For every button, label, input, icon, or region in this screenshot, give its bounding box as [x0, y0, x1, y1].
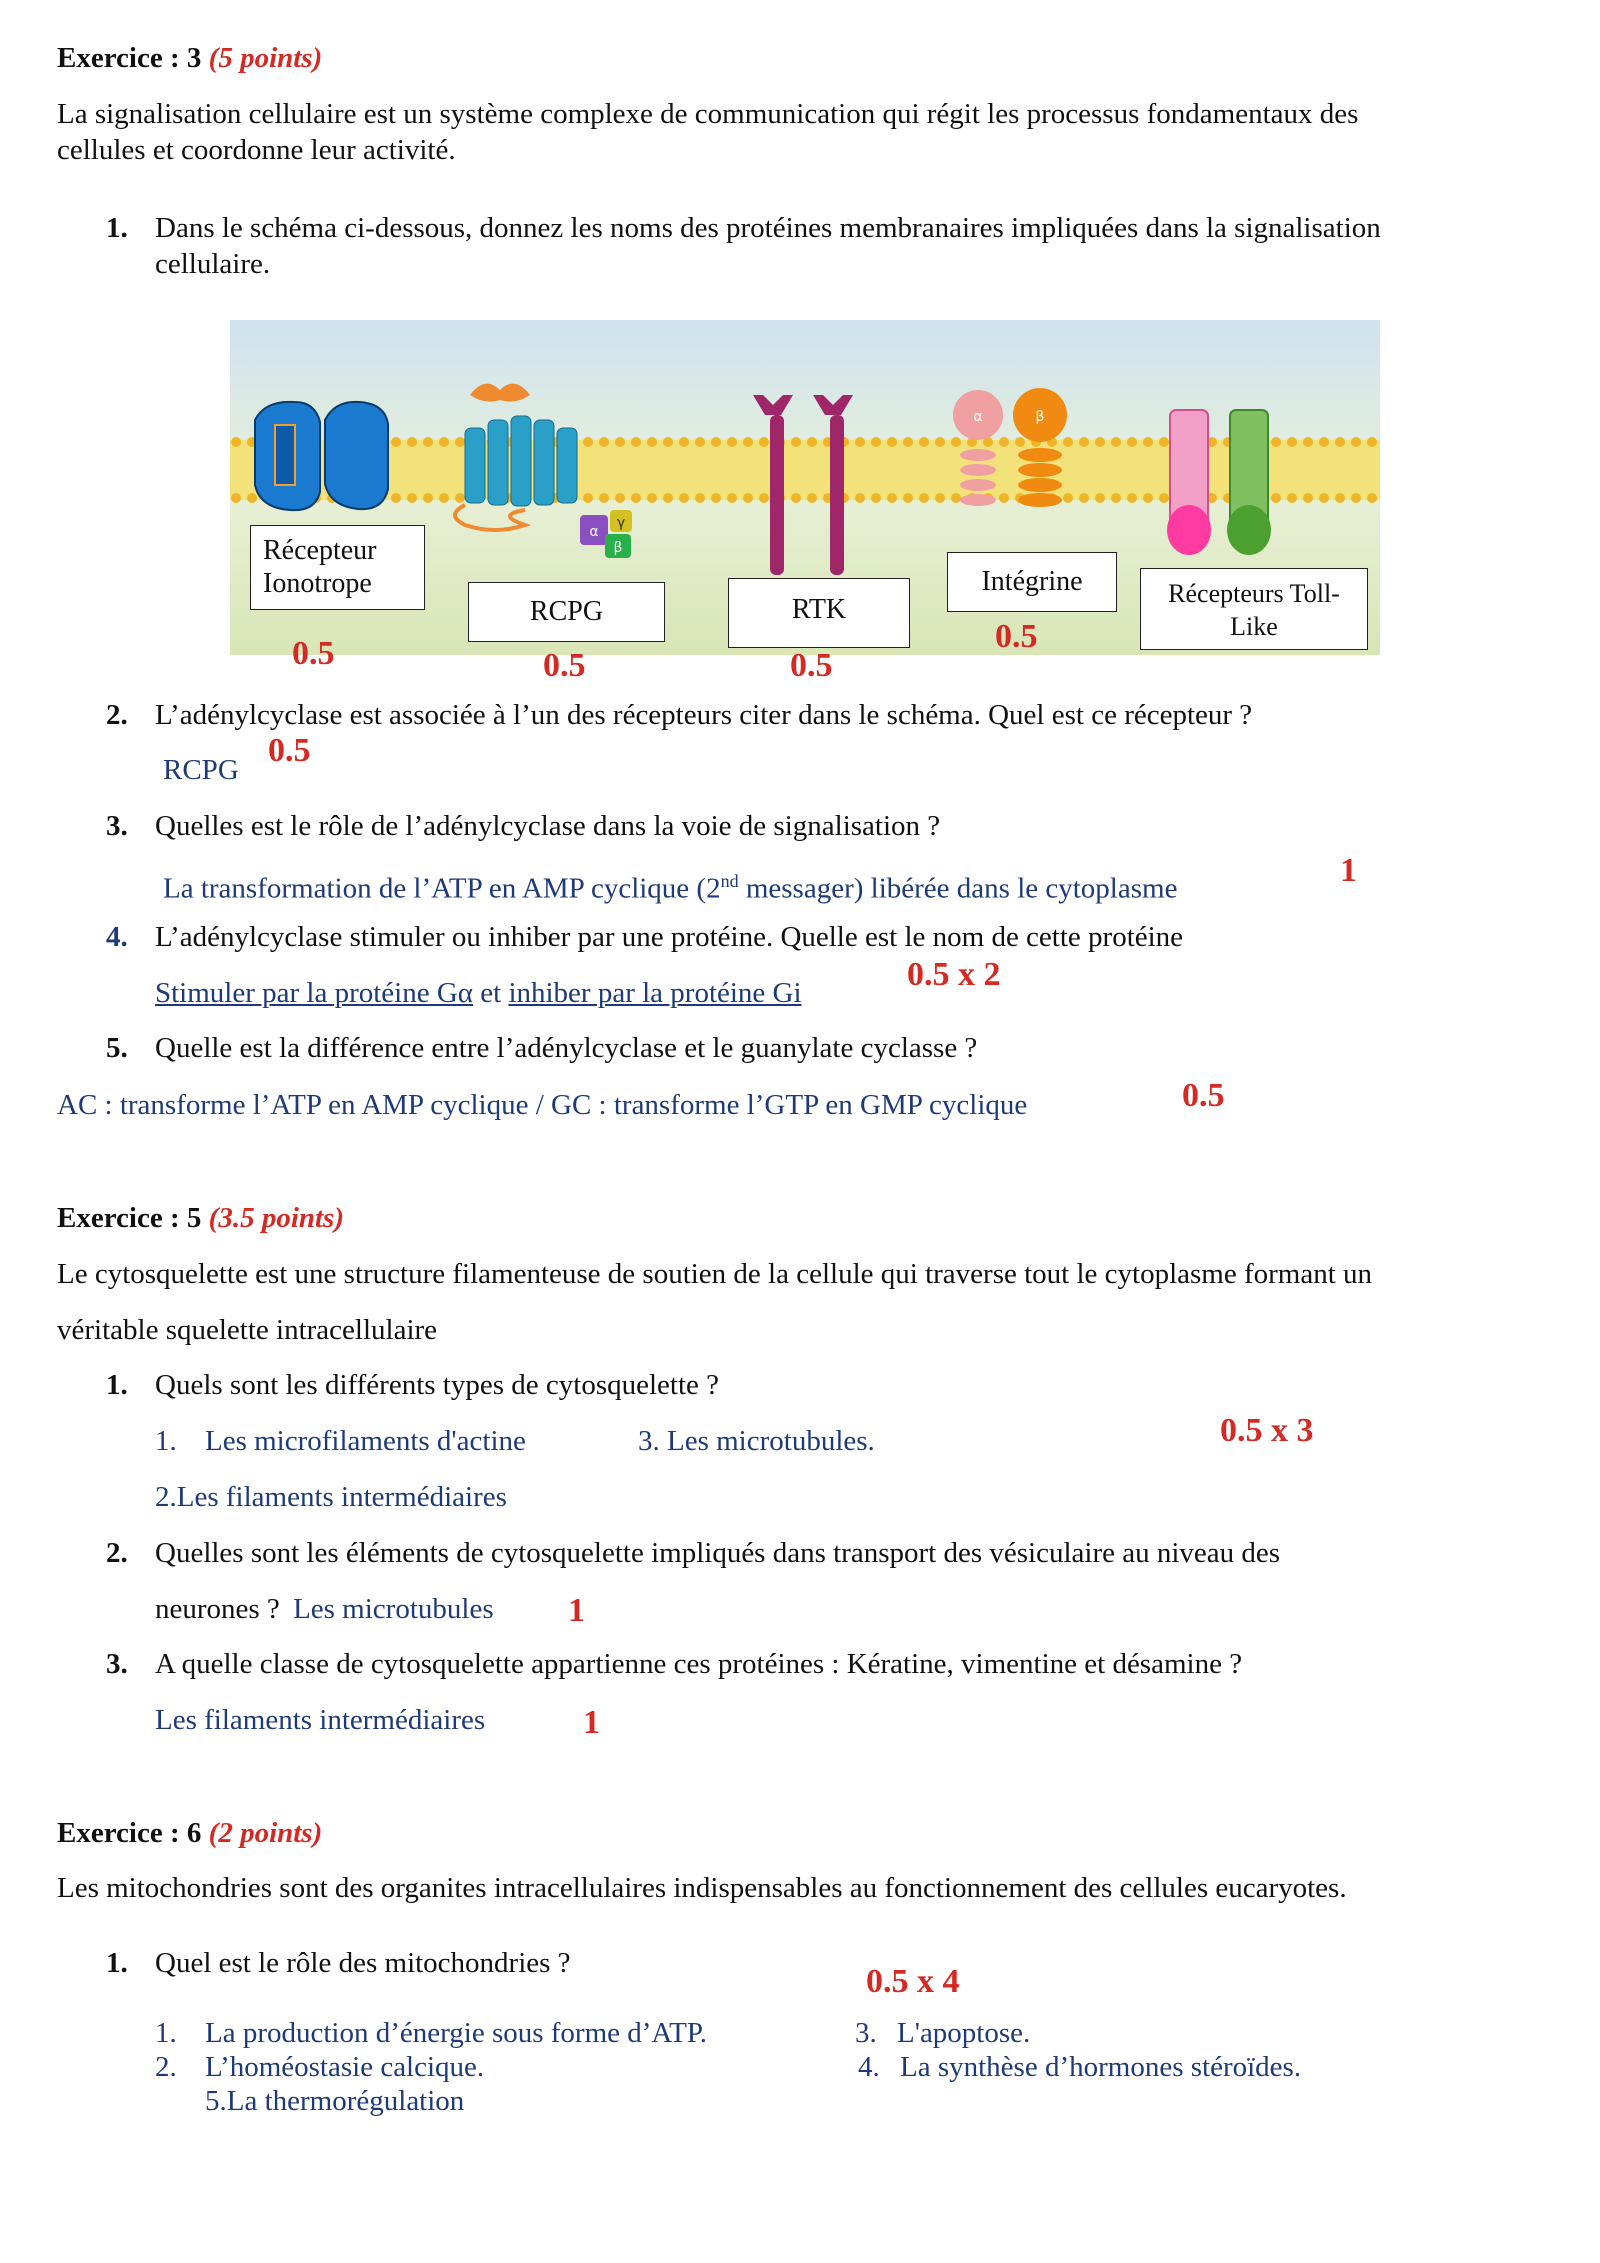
ex3-heading: [57, 40, 322, 76]
g-alpha-label: α: [589, 524, 599, 540]
ex5-a1-item3: 3. Les microtubules.: [638, 1425, 875, 1457]
ex6-title: Exercice : 6: [57, 1817, 202, 1849]
ex3-a4-mid: et: [480, 977, 502, 1009]
ex5-s1: 0.5 x 3: [1220, 1412, 1314, 1449]
ex5-q1-text: Quels sont les différents types de cytosquelette ?: [155, 1369, 720, 1401]
ex3-title: Exercice : 3: [57, 42, 202, 74]
ex6-item3-num: 3.: [855, 2017, 877, 2049]
ex3-q3-text: Quelles est le rôle de l’adénylcyclase dans la voie de signalisation ?: [155, 810, 941, 842]
ex3-a3-post: messager) libérée dans le cytoplasme: [738, 872, 1178, 905]
ex6-item5: 5.La thermorégulation: [205, 2085, 465, 2117]
ex3-q4-text: L’adénylcyclase stimuler ou inhiber par une protéine. Quelle est le nom de cette protéine: [155, 921, 1184, 953]
ex5-q1-number: 1.: [106, 1369, 128, 1401]
ex3-points: (5 points): [208, 42, 323, 74]
g-gamma-label: γ: [616, 515, 626, 531]
label-toll-like: [1140, 568, 1368, 650]
ex3-q1-line2: cellulaire.: [155, 248, 271, 280]
label-ionotropic-line1: Récepteur: [263, 535, 377, 566]
ex6-intro: Les mitochondries sont des organites intracellulaires indispensables au fonctionnement des cellules eucaryotes.: [57, 1872, 1347, 1904]
ex3-q1-line1: Dans le schéma ci-dessous, donnez les noms des protéines membranaires impliquées dans la signalisation: [155, 212, 1381, 244]
ex3-q4-number: 4.: [106, 921, 128, 953]
score-integrine: 0.5: [995, 618, 1038, 655]
ex5-q3-number: 3.: [106, 1648, 128, 1680]
ex3-a5: AC : transforme l’ATP en AMP cyclique / GC : transforme l’GTP en GMP cyclique: [57, 1089, 1028, 1121]
label-rtk: RTK: [728, 578, 910, 648]
ex5-a1-item1-num: 1.: [155, 1425, 177, 1457]
ex5-a1-item2: 2.Les filaments intermédiaires: [155, 1481, 507, 1513]
ex5-s2: 1: [568, 1592, 585, 1629]
label-rcpg: RCPG: [468, 582, 665, 642]
label-toll-like-line1: Récepteurs Toll-: [1168, 579, 1340, 608]
ex3-a3: [163, 863, 1177, 907]
integrin-beta-label: β: [1035, 409, 1045, 425]
ex5-heading: [57, 1200, 344, 1236]
score-rcpg: 0.5: [543, 647, 586, 684]
ex3-a4-part2: inhiber par la protéine Gi: [508, 977, 802, 1009]
ex3-a4-part1: Stimuler par la protéine Gα: [155, 977, 473, 1009]
ex3-q3-number: 3.: [106, 810, 128, 842]
ex5-a2: Les microtubules: [293, 1593, 494, 1625]
membrane-receptors-diagram: [230, 320, 1380, 655]
ex6-item4-num: 4.: [858, 2051, 880, 2083]
score-ionotrope: 0.5: [292, 635, 335, 672]
integrin-alpha-label: α: [973, 409, 983, 425]
ex3-a3-sup: nd: [720, 871, 739, 891]
ex5-a3: Les filaments intermédiaires: [155, 1704, 486, 1736]
ex3-s2: 0.5: [268, 732, 311, 769]
ex5-q2-line1: Quelles sont les éléments de cytosquelette impliqués dans transport des vésiculaire au niveau des: [155, 1537, 1281, 1569]
ex3-a4: [155, 975, 802, 1011]
ex5-intro-line2: véritable squelette intracellulaire: [57, 1314, 438, 1346]
ex5-q2-line2-text: neurones ?: [155, 1593, 280, 1625]
label-ionotropic-receptor: [250, 525, 425, 610]
ex5-a1-item1: Les microfilaments d'actine: [205, 1425, 526, 1457]
ex6-q1-number: 1.: [106, 1947, 128, 1979]
ex5-title: Exercice : 5: [57, 1202, 202, 1234]
score-rtk: 0.5: [790, 647, 833, 684]
ex3-s3: 1: [1340, 852, 1357, 889]
ex3-a3-pre: La transformation de l’ATP en AMP cyclique (2: [163, 872, 721, 905]
ex5-s3: 1: [583, 1704, 600, 1741]
ex3-q5-number: 5.: [106, 1032, 128, 1064]
ex6-points: (2 points): [208, 1817, 323, 1849]
label-integrine: Intégrine: [947, 552, 1117, 612]
ex6-item2-num: 2.: [155, 2051, 177, 2083]
ex3-q5-text: Quelle est la différence entre l’adénylcyclase et le guanylate cyclasse ?: [155, 1032, 978, 1064]
ex3-intro-line1: La signalisation cellulaire est un système complexe de communication qui régit les processus fondamentaux des: [57, 98, 1359, 130]
ex3-a2: RCPG: [163, 754, 239, 786]
ex5-intro-line1: Le cytosquelette est une structure filamenteuse de soutien de la cellule qui traverse tout le cytoplasme formant un: [57, 1258, 1373, 1290]
ex6-item4: La synthèse d’hormones stéroïdes.: [900, 2051, 1302, 2083]
ex6-s1: 0.5 x 4: [866, 1963, 960, 2000]
ex6-item3: L'apoptose.: [897, 2017, 1031, 2049]
ex5-q3-text: A quelle classe de cytosquelette appartienne ces protéines : Kératine, vimentine et désamine ?: [155, 1648, 1243, 1680]
ex3-q2-text: L’adénylcyclase est associée à l’un des récepteurs citer dans le schéma. Quel est ce récepteur ?: [155, 699, 1253, 731]
ex6-heading: [57, 1815, 322, 1851]
ex3-q2-number: 2.: [106, 699, 128, 731]
ex6-item1: La production d’énergie sous forme d’ATP.: [205, 2017, 708, 2049]
g-beta-label: β: [613, 540, 623, 556]
ex6-item2: L’homéostasie calcique.: [205, 2051, 485, 2083]
ex5-q2-line2: [155, 1591, 494, 1627]
label-ionotropic-line2: Ionotrope: [263, 568, 372, 599]
ex5-points: (3.5 points): [208, 1202, 344, 1234]
ex3-intro-line2: cellules et coordonne leur activité.: [57, 134, 456, 166]
ex6-item1-num: 1.: [155, 2017, 177, 2049]
ex3-q1-number: 1.: [106, 212, 128, 244]
ex5-q2-number: 2.: [106, 1537, 128, 1569]
ex3-s5: 0.5: [1182, 1077, 1225, 1114]
label-toll-like-line2: Like: [1230, 612, 1278, 641]
ex6-q1-text: Quel est le rôle des mitochondries ?: [155, 1947, 571, 1979]
ex3-s4: 0.5 x 2: [907, 956, 1001, 993]
